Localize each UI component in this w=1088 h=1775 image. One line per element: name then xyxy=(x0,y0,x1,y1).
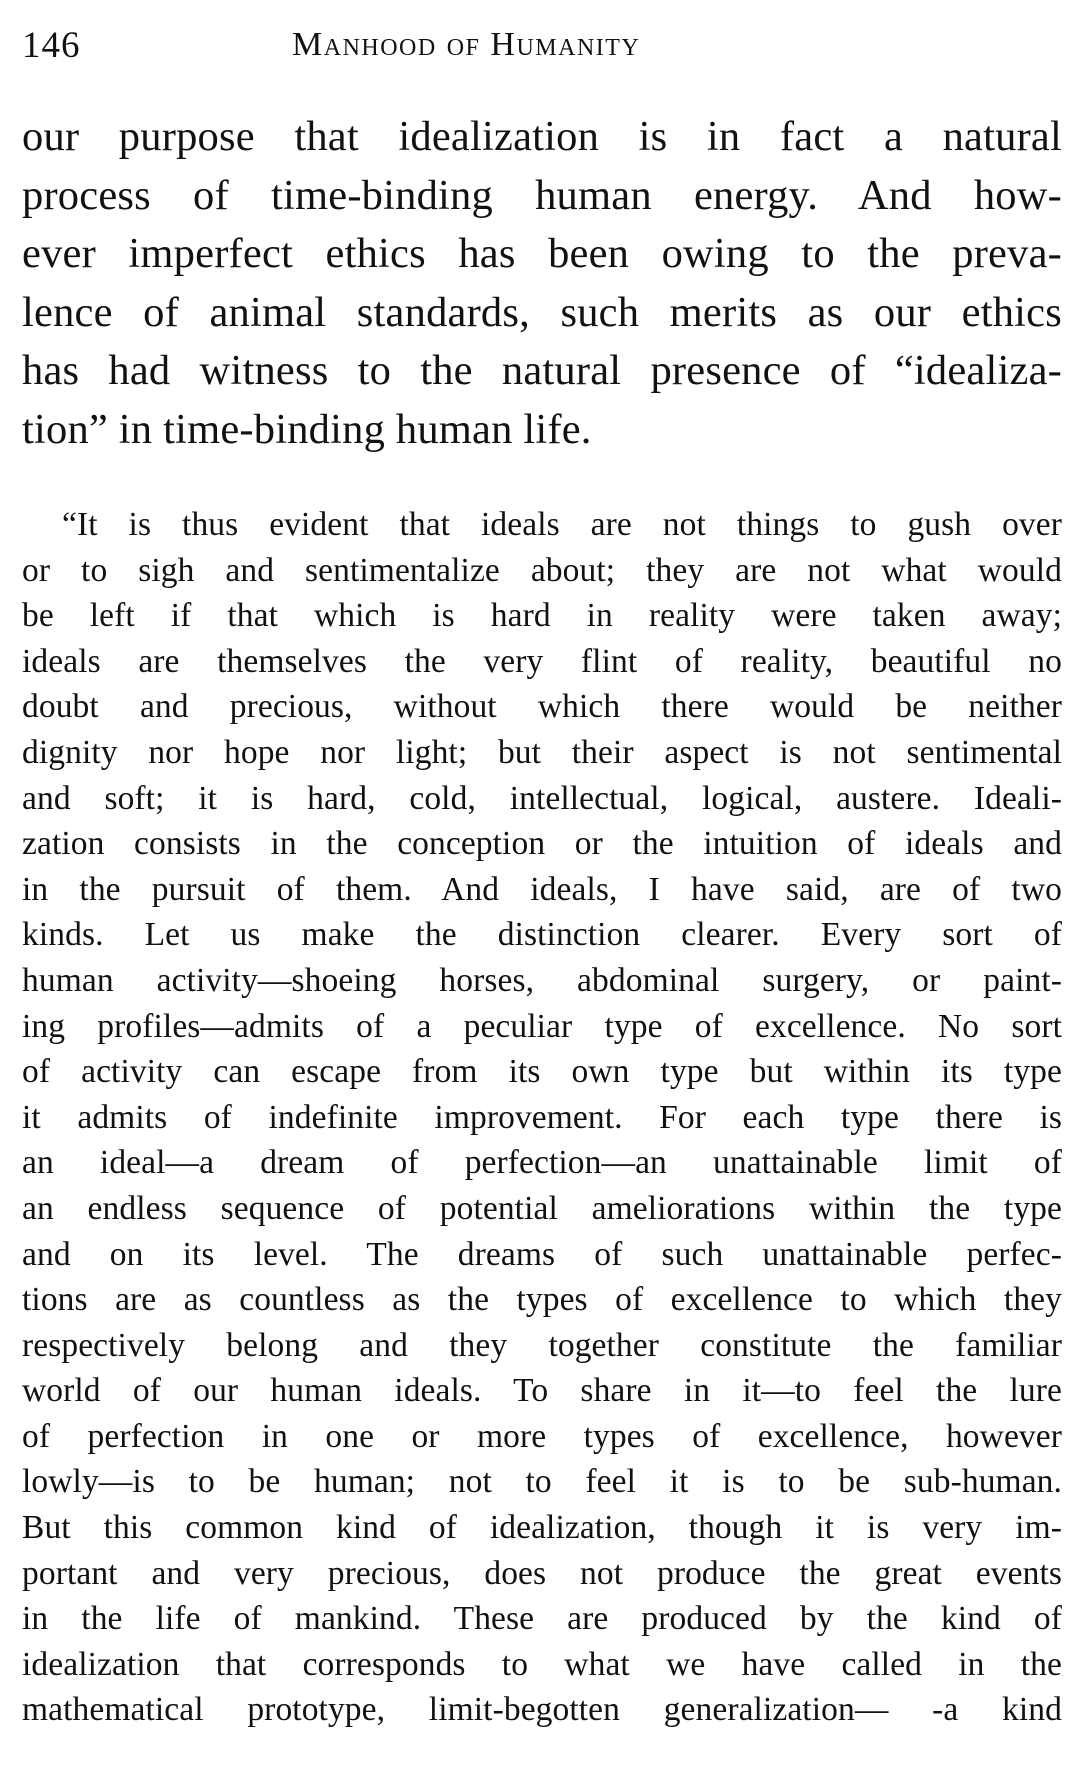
quote-line: and on its level. The dreams of such unattainable perfec- xyxy=(22,1235,1062,1273)
quote-line: “It is thus evident that ideals are not things to gush over xyxy=(62,506,1062,543)
quote-line: an endless sequence of potential ameliorations within the type xyxy=(22,1189,1062,1227)
quote-line: of perfection in one or more types of excellence, however xyxy=(22,1417,1062,1455)
text-line: has had witness to the natural presence of “idealiza- xyxy=(22,347,1062,394)
quote-line: ideals are themselves the very flint of reality, beautiful no xyxy=(22,642,1062,680)
quote-line: or to sigh and sentimentalize about; they are not what would xyxy=(22,551,1062,589)
running-head xyxy=(22,24,1062,74)
quote-line: mathematical prototype, limit-begotten generalization— -a kind xyxy=(22,1691,1062,1729)
text-line: process of time-binding human energy. And how- xyxy=(22,171,1062,219)
quote-line: world of our human ideals. To share in it—to feel the lure xyxy=(22,1372,1062,1410)
quote-line: in the pursuit of them. And ideals, I have said, are of two xyxy=(22,870,1062,908)
quote-line: kinds. Let us make the distinction clearer. Every sort of xyxy=(22,916,1062,954)
book-page xyxy=(22,0,1067,1775)
quote-line: But this common kind of idealization, though it is very im- xyxy=(22,1509,1062,1547)
quote-line: an ideal—a dream of perfection—an unattainable limit of xyxy=(22,1144,1062,1182)
text-line: lence of animal standards, such merits as our ethics xyxy=(22,288,1062,336)
quote-line: zation consists in the conception or the intuition of ideals and xyxy=(22,825,1062,863)
quote-line: doubt and precious, without which there would be neither xyxy=(22,688,1062,726)
page-number: 146 xyxy=(22,25,81,66)
quote-line: of activity can escape from its own type but within its type xyxy=(22,1053,1062,1091)
text-line: our purpose that idealization is in fact a natural xyxy=(22,113,1062,160)
quote-line: respectively belong and they together constitute the familiar xyxy=(22,1326,1062,1364)
quote-line: and soft; it is hard, cold, intellectual, logical, austere. Ideali- xyxy=(22,779,1062,817)
quote-line: dignity nor hope nor light; but their aspect is not sentimental xyxy=(22,733,1062,771)
quote-line: idealization that corresponds to what we have called in the xyxy=(22,1645,1062,1683)
quote-line: be left if that which is hard in reality were taken away; xyxy=(22,597,1062,635)
body-paragraph xyxy=(22,108,1062,459)
quote-line: it admits of indefinite improvement. For each type there is xyxy=(22,1098,1062,1136)
quote-line: in the life of mankind. These are produced by the kind of xyxy=(22,1600,1062,1638)
running-title: Manhood of Humanity xyxy=(292,26,641,63)
block-quotation xyxy=(22,502,1062,1733)
quote-line: portant and very precious, does not produce the great events xyxy=(22,1554,1062,1592)
text-line: ever imperfect ethics has been owing to the preva- xyxy=(22,230,1062,277)
text-line: tion” in time-binding human life. xyxy=(22,405,592,453)
quote-line: lowly—is to be human; not to feel it is to be sub-human. xyxy=(22,1463,1062,1501)
quote-line: tions are as countless as the types of excellence to which they xyxy=(22,1281,1062,1319)
quote-line: human activity—shoeing horses, abdominal surgery, or paint- xyxy=(22,961,1062,999)
quote-line: ing profiles—admits of a peculiar type of excellence. No sort xyxy=(22,1007,1062,1045)
